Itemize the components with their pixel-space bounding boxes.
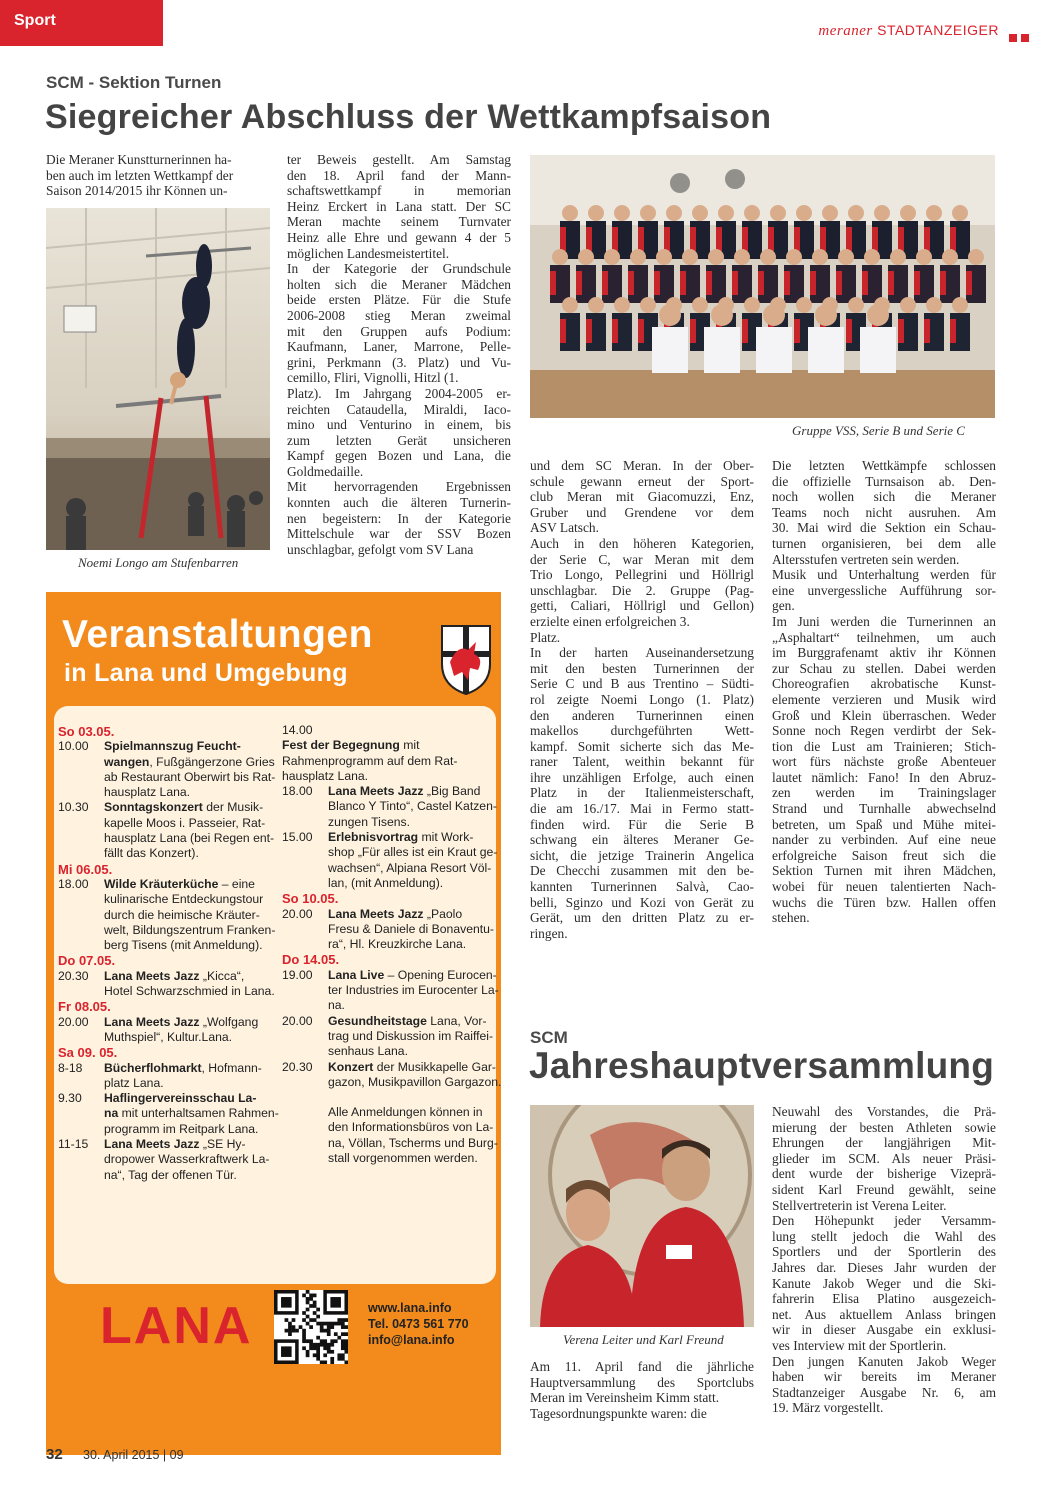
text-line: „Asphaltart“ teilnehmen, um auch [772,629,996,645]
masthead-part2: STADTANZEIGER [877,22,999,38]
text-line: lung stellt jedoch die Wahl des [772,1228,996,1244]
article1-headline: Siegreicher Abschluss der Wettkampfsaison [45,98,772,136]
photo-group [530,155,995,418]
event-name: Fest der Begegnung [282,738,400,753]
text-line: De Checchi zusammen mit den be- [530,863,754,879]
article2-headline: Jahreshauptversammlung [529,1045,995,1086]
text-line: holten sich die Meraner Mädchen [287,276,511,292]
event-item [58,739,288,800]
text-line: ves Interview mit der Sportlerin. [772,1337,947,1353]
text-line: nander zu verbinden. Auf eine neue [772,832,996,848]
text-line: Serie C und B aus Trentino – Südti- [530,676,754,692]
text-line: glieder im SCM. Als neuer Präsi- [772,1150,996,1166]
text-line: raner Talent, weithin bekannt für [530,754,754,770]
event-name: Lana Live [328,967,385,982]
event-name: Erlebnisvortrag [328,830,419,845]
article2-col1 [530,1359,754,1421]
event-detail: Lana, Vor- [426,1013,487,1028]
text-line: beide ersten Plätze. Für die Stufe [287,292,511,308]
text-line: wir in dieser Ausgabe ein exklusi- [772,1322,996,1338]
event-date: Do 07.05. [58,953,116,969]
text-line: haben wir bereits im Meraner [772,1369,996,1385]
text-line: dent wurde der bisherige Vizeprä- [772,1166,996,1182]
event-detail: kapelle Moos i. Passeier, Rat- [104,815,266,830]
lana-website[interactable]: www.lana.info [368,1301,452,1315]
masthead-part1: meraner [818,23,873,39]
text-line: In der Kategorie der Grundschule [287,261,511,277]
text-line: In der harten Auseinandersetzung [530,645,754,661]
event-name-cont: na [104,1106,119,1121]
photo-gymnast-caption: Noemi Longo am Stufenbarren [78,555,239,570]
article1-col3 [530,458,754,941]
text-line: unschlagbar. Die 2. Gruppe (Pag- [530,582,754,598]
text-line: finden wird. Für die Serie B [530,816,754,832]
text-line: zen werden im Trainingslager [772,785,996,801]
text-line: Platz). Im Jahrgang 2004-2005 er- [287,385,511,401]
text-line: Meran im Vereinsheim Kimm statt. [530,1390,720,1406]
section-tab [0,0,163,46]
text-line: Die Meraner Kunstturnerinnen ha- [46,152,232,167]
text-line: betreten, um Spaß und Mühe mitei- [772,816,996,832]
event-item [58,877,288,953]
event-detail: kulinarische Entdeckungstour [104,892,264,907]
text-line: Stadtanzeiger Ausgabe Nr. 6, am [772,1384,996,1400]
event-name: Lana Meets Jazz [104,968,200,983]
text-line: belli, Sginzo und Kozi von Gerät zu [530,894,754,910]
text-line: Mittelschule war der SSV Bozen [287,526,511,542]
article2-col2 [772,1104,996,1416]
text-line: rol zeigte Noemi Longo (1. Platz) [530,691,754,707]
events-title: Veranstaltungen [62,613,373,656]
text-line: Platz. [530,629,561,645]
text-line: elemente verzieren und Musik wird [772,691,996,707]
event-item [58,969,288,1000]
lana-phone: Tel. 0473 561 770 [368,1317,469,1331]
event-date: Sa 09. 05. [58,1045,118,1061]
event-name-cont: wangen [104,754,150,769]
event-item [58,1061,288,1092]
event-detail: mit Work- [418,830,474,845]
event-detail: Rahmenprogramm auf dem Rat- [282,753,458,768]
event-name: Lana Meets Jazz [328,784,424,799]
event-detail: senhaus Lana. [328,1044,408,1059]
article1-col4 [772,458,996,926]
text-line: ihre unzähligen Erfolge, auch einen [530,769,754,785]
text-line: getti, Caliari, Höllrigl und Gellon) [530,598,754,614]
text-line: Saison 2014/2015 ihr Können un- [46,183,228,199]
text-line: schwang ein älteres Meraner Ge- [530,832,754,848]
text-line: Die letzten Wettkämpfe schlossen [772,458,996,473]
text-line: ter Beweis gestellt. Am Samstag [287,152,511,167]
event-detail: zungen Tisens. [328,814,410,829]
event-item [58,800,288,861]
event-detail: wachsen“, Alpiana Resort Völ- [328,860,492,875]
event-detail: „Big Band [423,784,481,799]
text-line: den anderen Turnerinnen einen [530,707,754,723]
text-line: schaftswettkampf in memorian [287,183,511,199]
qr-code-icon [274,1290,348,1364]
event-date: Mi 06.05. [58,861,113,877]
text-line: Strand und Turnhalle abwechselnd [772,801,996,817]
event-item [282,968,502,1014]
event-detail: der Musikkapelle Gar- [373,1059,496,1074]
article2-kicker: SCM [530,1028,568,1047]
events-note [328,1105,502,1166]
events-note-line: Alle Anmeldungen können in [328,1105,483,1120]
text-line: ben auch im letzten Wettkampf der [46,167,234,183]
text-line: die offizielle Turnsaison ab. Den- [772,473,996,489]
masthead-dots [1005,27,1031,35]
events-subtitle: in Lana und Umgebung [64,659,348,687]
article1-col2 [287,152,511,557]
event-item [282,907,502,953]
text-line: Sektion Turnen mit ihren Mädchen, [772,863,996,879]
event-detail: mit unterhaltsamen Rahmen- [118,1106,279,1121]
text-line: kampf. Somit sicherte sich das Me- [530,738,754,754]
event-name: Lana Meets Jazz [328,906,424,921]
text-line: Sonne noch Regen verdirbt der Sek- [772,723,996,739]
event-time: 8-18 [58,1060,83,1075]
event-name: Spielmannszug Feucht- [104,739,241,754]
event-detail: shop „Für alles ist ein Kraut ge- [328,845,498,860]
page-number: 32 [46,1446,63,1463]
text-line: die am 16./17. Mai in Fermo statt- [530,801,754,817]
event-detail: Hotel Schwarzschmied in Lana. [104,984,275,999]
event-detail: ra“, Hl. Kreuzkirche Lana. [328,937,467,952]
text-line: der Serie C, war Meran mit dem [530,551,754,567]
event-detail: platz Lana. [104,1075,164,1090]
event-date: Do 14.05. [282,952,340,968]
event-item [282,1014,502,1060]
text-line: wobei für neuen talentierten Nach- [772,879,996,895]
text-line: Hauptversammlung des Sportclubs [530,1374,754,1390]
text-line: lautet nämlich: Fano! In den Abruz- [772,769,996,785]
event-detail: programm im Reitpark Lana. [104,1121,259,1136]
text-line: Kaufmann, Laner, Marrone, Pelle- [287,339,511,355]
event-detail: gazon, Musikpavillon Gargazon. [328,1074,502,1089]
event-detail: na. [328,998,345,1013]
event-detail: „Wolfgang [199,1014,259,1029]
event-detail: „SE Hy- [199,1137,246,1152]
event-detail: berg Tisens (mit Anmeldung). [104,938,263,953]
event-time: 10.30 [58,800,89,815]
text-line: turnen organisieren, bei dem alle [772,535,996,551]
event-detail: hausplatz Lana (bei Regen ent- [104,831,275,846]
lana-contact [368,1300,469,1348]
event-detail: – eine [218,876,255,891]
event-time: 10.00 [58,739,89,754]
lana-email[interactable]: info@lana.info [368,1333,455,1347]
text-line: Den jungen Kanuten Jakob Weger [772,1353,996,1369]
issue-date: 30. April 2015 | 09 [83,1448,184,1462]
event-time: 9.30 [58,1091,82,1106]
text-line: net. Aus aktuellem Anlass bringen [772,1306,996,1322]
text-line: Tagesordnungspunkte waren: die [530,1405,707,1421]
events-note-line: stall vorgenommen werden. [328,1151,478,1166]
text-line: Neuwahl des Vorstandes, die Prä- [772,1104,996,1119]
text-line: möglichen Landesmeistertitel. [287,245,450,261]
events-note-line: na, Völlan, Tscherms und Burg- [328,1135,498,1150]
event-item [282,723,502,784]
text-line: Heinz Erckert in Lana statt. Der SC [287,198,511,214]
event-time: 20.30 [282,1059,313,1074]
text-line: noch wollen sich die Meraner [772,489,996,505]
events-right-column [282,723,502,1166]
text-line: Im Juni werden die Turnerinnen an [772,613,996,629]
text-line: Auch in den höheren Kategorien, [530,535,754,551]
event-time: 15.00 [282,830,313,845]
text-line: konnten auch die älteren Turnerin- [287,495,511,511]
text-line: grini, Perkmann (3. Platz) und Vu- [287,354,511,370]
text-line: Choreografien akrobatische Kunst- [772,676,996,692]
photo-group-caption: Gruppe VSS, Serie B und Serie C [792,423,965,438]
text-line: 19. März vorgestellt. [772,1400,884,1416]
event-detail: welt, Bildungszentrum Franken- [104,922,276,937]
event-detail: , Fußgängerzone Gries [149,754,275,769]
event-detail: , Hofmann- [201,1060,262,1075]
text-line: gen. [772,598,795,614]
text-line: club Meran mit Giacomuzzi, Enz, [530,489,754,505]
event-item [282,784,502,830]
text-line: wort fürs nächste große Abenteuer [772,754,996,770]
event-name: Haflingervereinsschau La- [104,1091,257,1106]
event-date: So 10.05. [282,891,339,907]
event-time: 14.00 [282,723,313,737]
text-line: sident Karl Freund gewählt, seine [772,1181,996,1197]
text-line: mierung der besten Athleten sowie [772,1119,996,1135]
photo-leiter-freund-caption: Verena Leiter und Karl Freund [563,1332,724,1347]
event-date: So 03.05. [58,724,115,739]
event-detail: fällt das Konzert). [104,846,199,861]
text-line: Kampf gegen Bozen und Lana, die [287,448,511,464]
text-line: Mit hervorragenden Ergebnissen [287,479,511,495]
text-line: Gerät, um den dritten Platz zu er- [530,910,754,926]
event-time: 18.00 [58,876,89,891]
event-time: 20.30 [58,968,89,983]
text-line: Am 11. April fand die jährliche [530,1359,754,1374]
event-name: Bücherflohmarkt [104,1060,202,1075]
text-line: Jahres dar. Dieses Jahr wurden der [772,1259,996,1275]
lana-logo: LANA [100,1297,253,1355]
text-line: Heinz alle Ehre und gewann 4 der 5 [287,229,511,245]
photo-gymnast [46,208,270,550]
masthead [818,22,999,40]
text-line: Gruber und Grendene vor dem [530,504,754,520]
text-line: Kanute Jakob Weger und die Ski- [772,1275,996,1291]
event-time: 11-15 [58,1137,89,1152]
text-line: Sportlers und der Sportlerin des [772,1244,996,1260]
event-detail: na“, Tag der offenen Tür. [104,1167,237,1182]
text-line: Platz in der Italienmeisterschaft, [530,785,754,801]
text-line: 2006-2008 stieg Meran zweimal [287,307,511,323]
event-detail: lan, (mit Anmeldung). [328,875,444,890]
event-time: 18.00 [282,784,313,799]
text-line: Groß und Klein überraschen. Weder [772,707,996,723]
event-detail: ab Restaurant Oberwirt bis Rat- [104,769,276,784]
event-detail: Muthspiel“, Kultur.Lana. [104,1029,233,1044]
text-line: unschlagbar, gefolgt vom SV Lana [287,541,474,557]
event-detail: hausplatz Lana. [282,768,369,783]
event-time: 19.00 [282,967,313,982]
coat-of-arms-icon [440,624,492,696]
text-line: mit den Gruppen aufs Podium: [287,323,511,339]
text-line: Teams noch nicht ausruhen. Am [772,504,996,520]
event-item [282,830,502,891]
event-detail: hausplatz Lana. [104,785,191,800]
event-detail: trag und Diskussion im Raiffei- [328,1028,494,1043]
text-line: Ehrungen der langjährigen Mit- [772,1135,996,1151]
event-name: Lana Meets Jazz [104,1014,200,1029]
text-line: Trio Longo, Pellegrini und Höllrigl [530,567,754,583]
event-detail: der Musik- [202,800,264,815]
event-detail: mit [399,738,420,753]
event-name: Konzert [328,1059,374,1074]
events-left-column [58,724,288,1183]
article1-col1 [46,152,270,199]
text-line: mit den besten Turnerinnen der [530,660,754,676]
text-line: ASV Latsch. [530,520,599,536]
text-line: nen begeistern: In der Kategorie [287,510,511,526]
text-line: Meran machte seinem Turnvater [287,214,511,230]
event-name: Sonntagskonzert [104,800,203,815]
text-line: Altersstufen vertreten sein werden. [772,551,960,567]
photo-leiter-freund [530,1105,754,1327]
event-detail: dropower Wasserkraftwerk La- [104,1152,270,1167]
event-item [58,1091,288,1137]
event-detail: Blanco Y Tinto“, Castel Katzen- [328,799,497,814]
event-time: 20.00 [282,1013,313,1028]
event-detail: – Opening Eurocen- [384,967,497,982]
event-name: Gesundheitstage [328,1013,427,1028]
event-item [58,1015,288,1046]
text-line: makellos durchgeführten Wett- [530,723,754,739]
text-line: im Burggrafenamt aktiv ihr Können [772,645,996,661]
text-line: Musik und Unterhaltung werden für [772,567,996,583]
text-line: Stellvertreterin ist Verena Leiter. [772,1197,947,1213]
text-line: sicht, die jetzige Trainerin Angelica [530,847,754,863]
text-line: Den Höhepunkt jeder Versamm- [772,1213,996,1229]
text-line: Goldmedaille. [287,463,364,479]
text-line: tion die Lust am Trainieren; Stich- [772,738,996,754]
text-line: zur Schau zu stellen. Dabei werden [772,660,996,676]
text-line: mino und Venturino in einem, bis [287,417,511,433]
text-line: 30. Mai wird die Sektion ein Schau- [772,520,996,536]
text-line: erfolgreiche Saison freut sich die [772,847,996,863]
event-detail: ter Industries im Eurocenter La- [328,983,499,998]
event-time: 20.00 [58,1014,89,1029]
text-line: ringen. [530,925,568,941]
text-line: zum letzten Gerät unsicheren [287,432,511,448]
text-line: schule gewann erneut der Sport- [530,473,754,489]
text-line: und dem SC Meran. In der Ober- [530,458,754,473]
text-line: stehen. [772,910,810,926]
text-line: erzielte einen erfolgreichen 3. [530,613,690,629]
event-detail: Fresu & Daniele di Bonaventu- [328,921,494,936]
event-item [58,1137,288,1183]
event-name: Wilde Kräuterküche [104,876,219,891]
event-date: Fr 08.05. [58,999,111,1015]
event-detail: durch die heimische Kräuter- [104,907,260,922]
text-line: cemillo, Fliri, Vignolli, Hitzl (1. [287,370,459,386]
event-detail: „Paolo [423,906,463,921]
text-line: fahrerin Elisa Platino ausgezeich- [772,1291,996,1307]
events-note-line: den Informationsbüros von La- [328,1120,494,1135]
text-line: den 18. April fand der Mann- [287,167,511,183]
article1-kicker: SCM - Sektion Turnen [46,73,222,92]
section-label: Sport [14,12,56,29]
event-name: Lana Meets Jazz [104,1137,200,1152]
event-item [282,1060,502,1091]
text-line: eine unvergessliche Aufführung sor- [772,582,996,598]
event-time: 20.00 [282,906,313,921]
text-line: kannten Turnerinnen Salvà, Cao- [530,879,754,895]
text-line: reichten Cataudella, Miraldi, Iaco- [287,401,511,417]
text-line: wuchs die Türen bzw. Hallen offen [772,894,996,910]
event-detail: „Kicca“, [199,968,245,983]
